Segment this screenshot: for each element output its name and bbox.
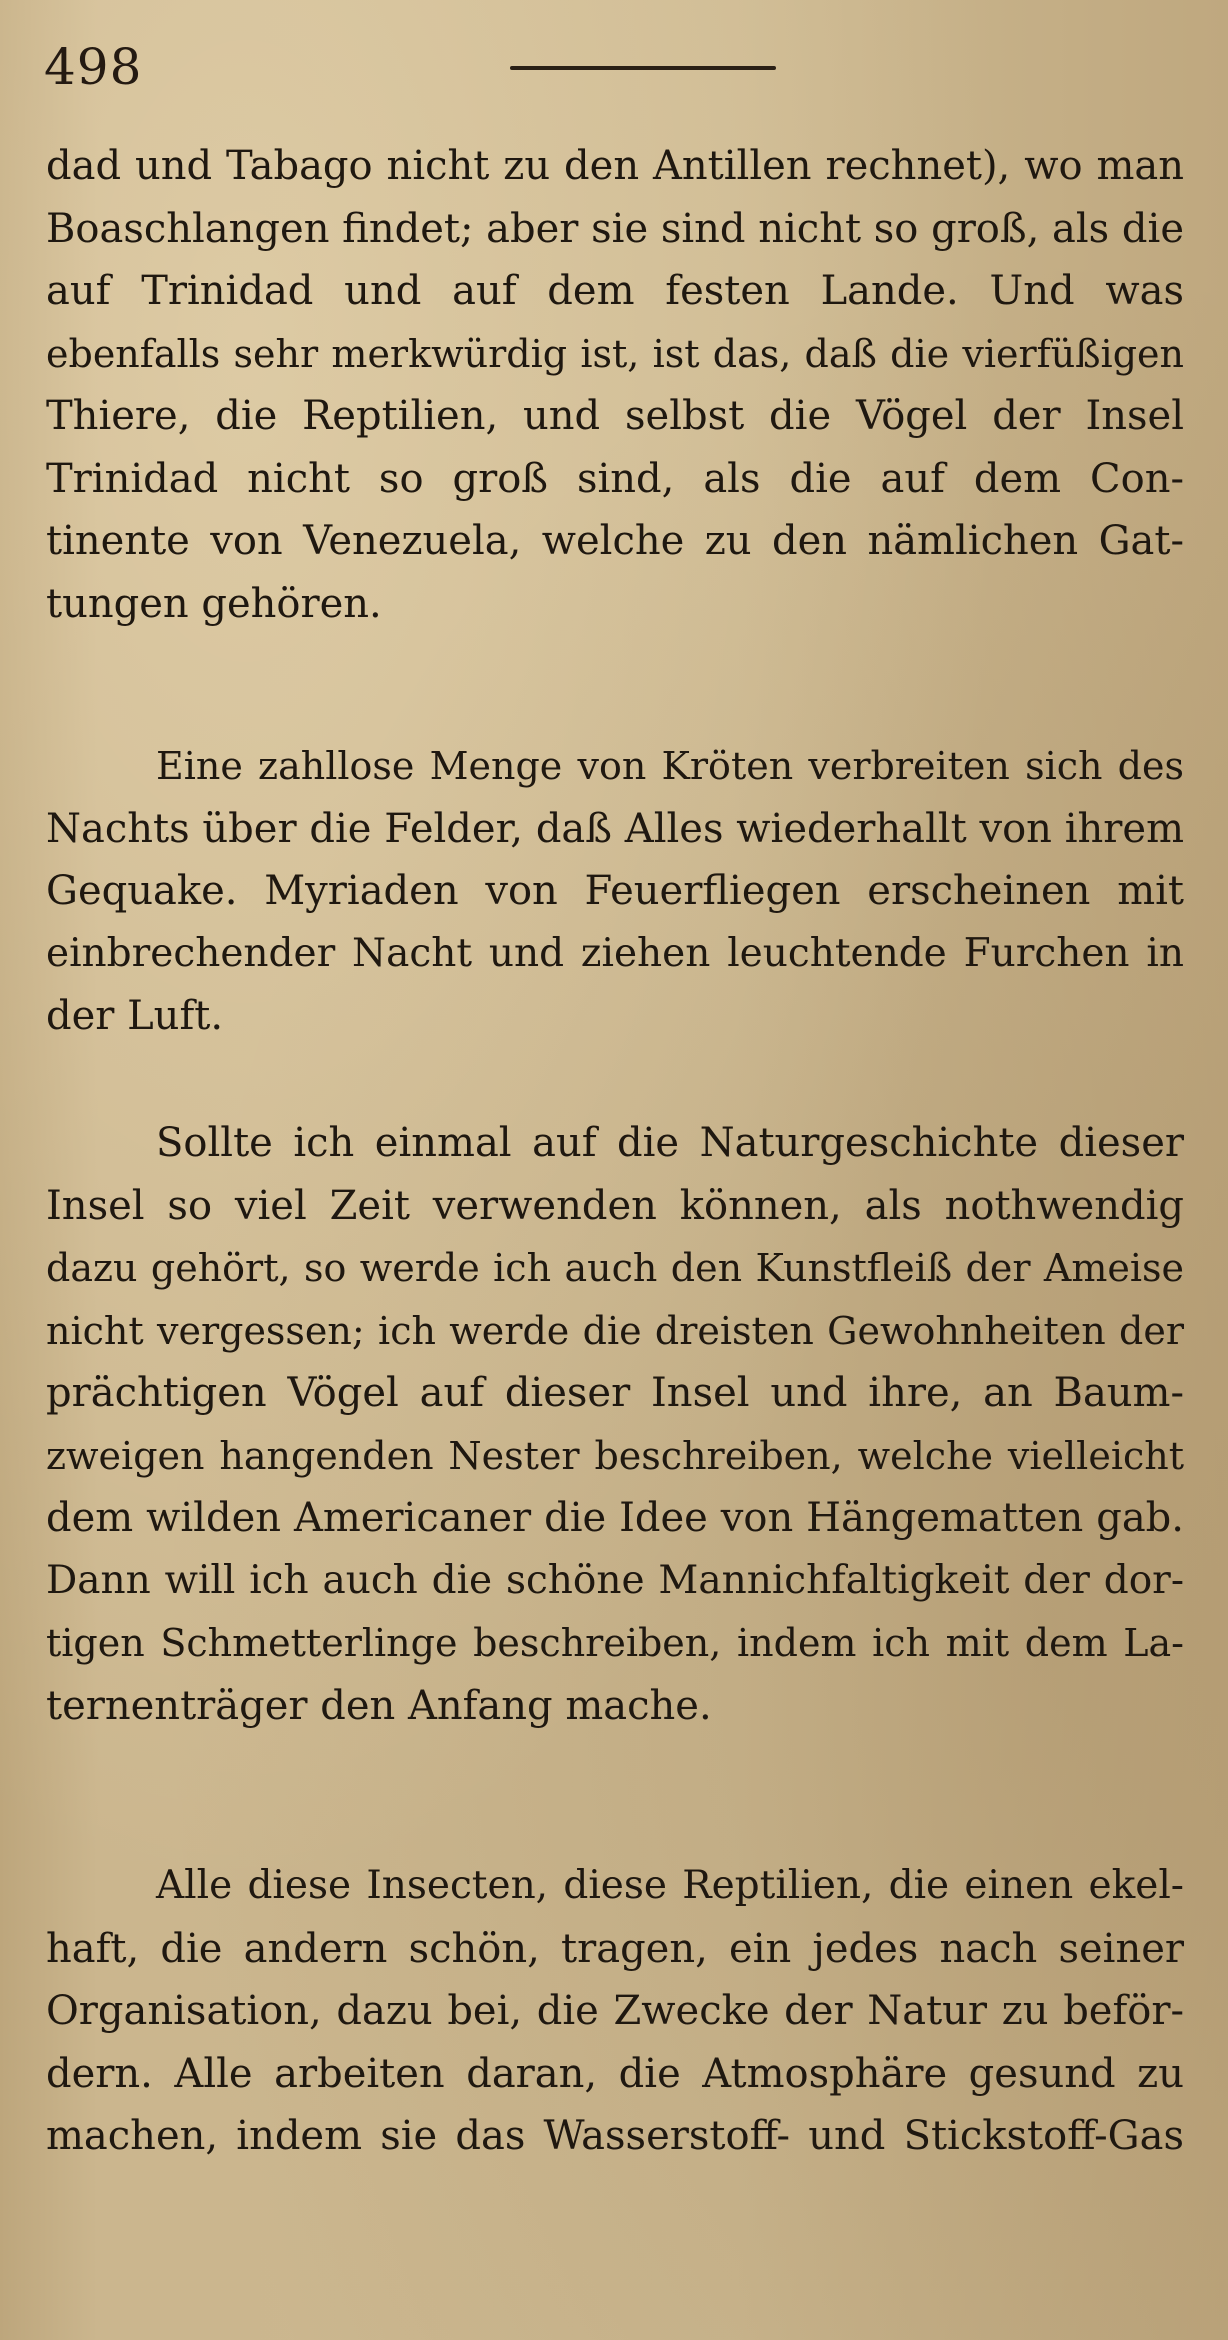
text-line: ebenfalls sehr merkwürdig ist, ist das, daß die vierfüßigen [46, 331, 1184, 376]
text-line: zweigen hangenden Nester beschreiben, welche vielleicht [46, 1433, 1184, 1478]
paragraph-1 [46, 135, 1184, 635]
paragraph-3 [46, 1112, 1184, 1737]
text-line: haft, die andern schön, tragen, ein jedes nach seiner [46, 1925, 1184, 1972]
text-line: ternenträger den Anfang mache. [46, 1682, 712, 1729]
text-line: tigen Schmetterlinge beschreiben, indem ich mit dem La- [46, 1621, 1184, 1665]
text-line: tungen gehören. [46, 580, 382, 627]
text-line: Boaschlangen findet; aber sie sind nicht so groß, als die [46, 205, 1184, 252]
paragraph-2 [46, 735, 1184, 1048]
text-line: einbrechender Nacht und ziehen leuchtende Furchen in [46, 930, 1184, 976]
text-line: Organisation, dazu bei, die Zwecke der Natur zu beför- [46, 1988, 1184, 2034]
text-line: Insel so viel Zeit verwenden können, als nothwendig [46, 1182, 1184, 1229]
text-line: machen, indem sie das Wasserstoff- und Stickstoff-Gas [46, 2113, 1184, 2159]
text-line: Thiere, die Reptilien, und selbst die Vögel der Insel [46, 393, 1184, 439]
text-line: auf Trinidad und auf dem festen Lande. Und was [46, 268, 1184, 314]
text-line: dad und Tabago nicht zu den Antillen rechnet), wo man [46, 143, 1184, 189]
paragraph-4 [46, 1855, 1184, 2168]
text-line: Gequake. Myriaden von Feuerfliegen erscheinen mit [46, 868, 1184, 914]
text-line: Nachts über die Felder, daß Alles wiederhallt von ihrem [46, 805, 1184, 852]
text-line: tinente von Venezuela, welche zu den nämlichen Gat- [46, 518, 1184, 564]
text-line: Trinidad nicht so groß sind, als die auf dem Con- [46, 455, 1184, 502]
text-line: dem wilden Americaner die Idee von Hängematten gab. [46, 1495, 1184, 1541]
text-line: nicht vergessen; ich werde die dreisten Gewohnheiten der [46, 1308, 1184, 1353]
text-line: Dann will ich auch die schöne Mannichfaltigkeit der dor- [46, 1557, 1184, 1603]
page-number: 498 [44, 38, 143, 96]
text-line: Eine zahllose Menge von Kröten verbreiten sich des [156, 744, 1184, 788]
text-line: Sollte ich einmal auf die Naturgeschichte dieser [156, 1120, 1184, 1166]
text-line: dern. Alle arbeiten daran, die Atmosphäre gesund zu [46, 2050, 1184, 2097]
text-line: der Luft. [46, 993, 224, 1039]
text-line: dazu gehört, so werde ich auch den Kunstfleiß der Ameise [46, 1246, 1184, 1290]
page-header [44, 32, 1184, 102]
text-line: Alle diese Insecten, diese Reptilien, die einen ekel- [156, 1863, 1184, 1908]
text-line: prächtigen Vögel auf dieser Insel und ihre, an Baum- [46, 1370, 1184, 1416]
header-rule [510, 66, 776, 70]
